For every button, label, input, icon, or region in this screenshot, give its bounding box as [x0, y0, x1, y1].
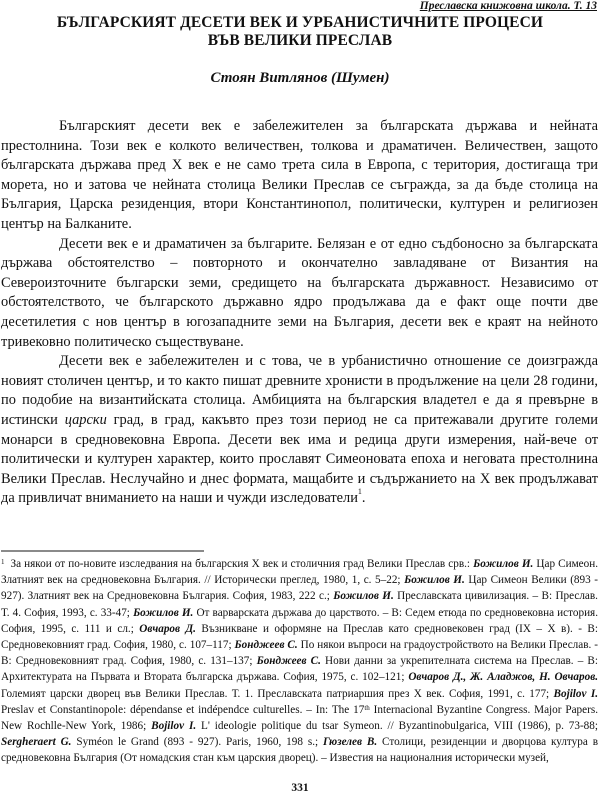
cited-author: Sergheraert G. [1, 736, 72, 749]
citation-text: По някои въпроси на градоустройството на Велики Преслав. - В: Средновековният град. София, 1980, с. 131–137; [1, 639, 598, 668]
paragraph-3 [1, 352, 598, 509]
footnote-reference-1[interactable]: 1 [357, 487, 362, 497]
citation-text: Големият царски дворец във Велики Преслав. Т. 1. Преславската патриаршия през X век. София, 1991, с. 177; [1, 687, 554, 700]
page-number: 331 [291, 782, 309, 794]
cited-author: Овчаров Д., Ж. Аладжов, Н. Овчаров. [408, 671, 598, 684]
paragraph-1: Българският десети век е забележителен за българската държава и нейната престолнина. Този век е колкото величествен, толкова и драматичен. Величествен, защото българската държава пред X век е не само трета сила в Европа, с територия, достигаща три морета, но и затова че нейната столица Велики Преслав се съгражда, за да бъде столица на България, Царска резиденция, втори Константинопол, политически, културен и религиозен център на Балканите. [1, 118, 598, 232]
citation-text: За някои от по-новите изследвания на българския X век и столичния град Велики Преслав срв.: [10, 558, 474, 570]
paragraph-3-text-a: Десети век е забележителен и с това, че в урбанистично отношение се доизгражда новият столичен център, и то както пишат древните хронисти в продължение на цели 28 години, по подобие на византийската столица. Амбицията на българския владетел е да я превърне в истински [1, 353, 598, 428]
cited-author: Божилов И. [333, 590, 394, 603]
citation-text: L' ideologie politique du tsar Symeon. // Byzantinobulgarica, VIII (1986), p. 73-88; [196, 720, 598, 733]
ordinal-superscript: th [364, 703, 370, 712]
cited-author: Бонджеев С. [234, 639, 298, 652]
citation-text: Preslav et Constantinopole: dépendanse et indépendce culturelles. – In: The 17 [1, 703, 365, 716]
cited-author: Божилов И. [473, 558, 534, 570]
body-text [1, 117, 598, 509]
cited-author: Божилов И. [404, 574, 465, 587]
paragraph-3-text-end: . [361, 490, 366, 507]
citation-text: Internacional Byzantine Congress. Major Papers. New Rochlle-New York, 1986; [1, 703, 598, 733]
footnote-content [1, 558, 598, 764]
footnotes [1, 556, 598, 767]
cited-author: Bojilov I. [553, 687, 598, 700]
cited-author: Овчаров Д. [139, 622, 196, 635]
cited-author: Бонджеев С. [256, 655, 321, 668]
citation-text: От варварската държава до царството. – В: Седем етюда по средновековна история. София, 1995, с. 111 и сл.; [1, 606, 598, 635]
cited-author: Bojilov I. [151, 720, 197, 733]
running-head: Преславска книжовна школа. Т. 13 [419, 0, 597, 12]
citation-text: Syméon le Grand (893 - 927). Paris, 1960, 198 s.; [71, 736, 324, 749]
emphasis-tsarski: царски [64, 411, 107, 428]
citation-text: Столици, резиденции и дворцова култура в средновековна България (От номадския стан към царския дворец). – Известия на националния исторически музей, [1, 736, 599, 765]
citation-text: Възникване и оформяне на Преслав като средновековен град (IX – X в). - В: Средновековният град. София, 1980, с. 107–117; [1, 622, 598, 652]
article-title [0, 14, 600, 50]
paragraph-3-text-b: град, в град, какъвто през този период не са притежавали другите големи монарси в средновековна Европа. Десети век има и редица други измерения, най-вече от политически и културен характер, които прославят Симеоновата епоха и неговата престолнина Велики Преслав. Неслучайно и днес формата, мащабите и съдържанието на X век продължават да привличат вниманието на наши и чужди изследователи [1, 411, 598, 507]
footnote-1 [1, 556, 598, 767]
cited-author: Гюзелев В. [323, 736, 378, 749]
cited-author: Божилов И. [133, 606, 194, 619]
footnote-number: 1 [1, 558, 5, 566]
citation-text: Цар Симеон. Златният век на средновековна България. // Исторически преглед, 1980, 1, с. 5–22; [1, 558, 598, 587]
citation-text: Преславската цивилизация. – В: Преслав. Т. 4. София, 1993, с. 33-47; [1, 590, 598, 619]
paragraph-2: Десети век е и драматичен за българите. Белязан е от едно съдбоносно за българската държава обстоятелство – повторното и окончателно завладяване от Византия на Североизточните български земи, средището на българската държавност. Независимо от обстоятелството, че българското държавно ядро продължава да е факт още почти две десетилетия с нов център в югозападните земи на България, десети век е краят на нейното тривековно политическо съществуване. [1, 235, 598, 350]
article-title-line-1: БЪЛГАРСКИЯТ ДЕСЕТИ ВЕК И УРБАНИСТИЧНИТЕ ПРОЦЕСИ [56, 14, 544, 31]
author-byline: Стоян Витлянов (Шумен) [210, 70, 390, 86]
footnote-separator [1, 550, 204, 552]
article-title-line-2: ВЪВ ВЕЛИКИ ПРЕСЛАВ [207, 32, 393, 49]
citation-text: Цар Симеон Велики (893 - 927). Златният век на Средновековна България. София, 1983, 222 с.; [1, 574, 598, 603]
citation-text: Нови данни за укрепителната система на Преслав. – В: Архитектурата на Първата и Втората българска държава. София, 1975, с. 102–121; [1, 655, 598, 684]
